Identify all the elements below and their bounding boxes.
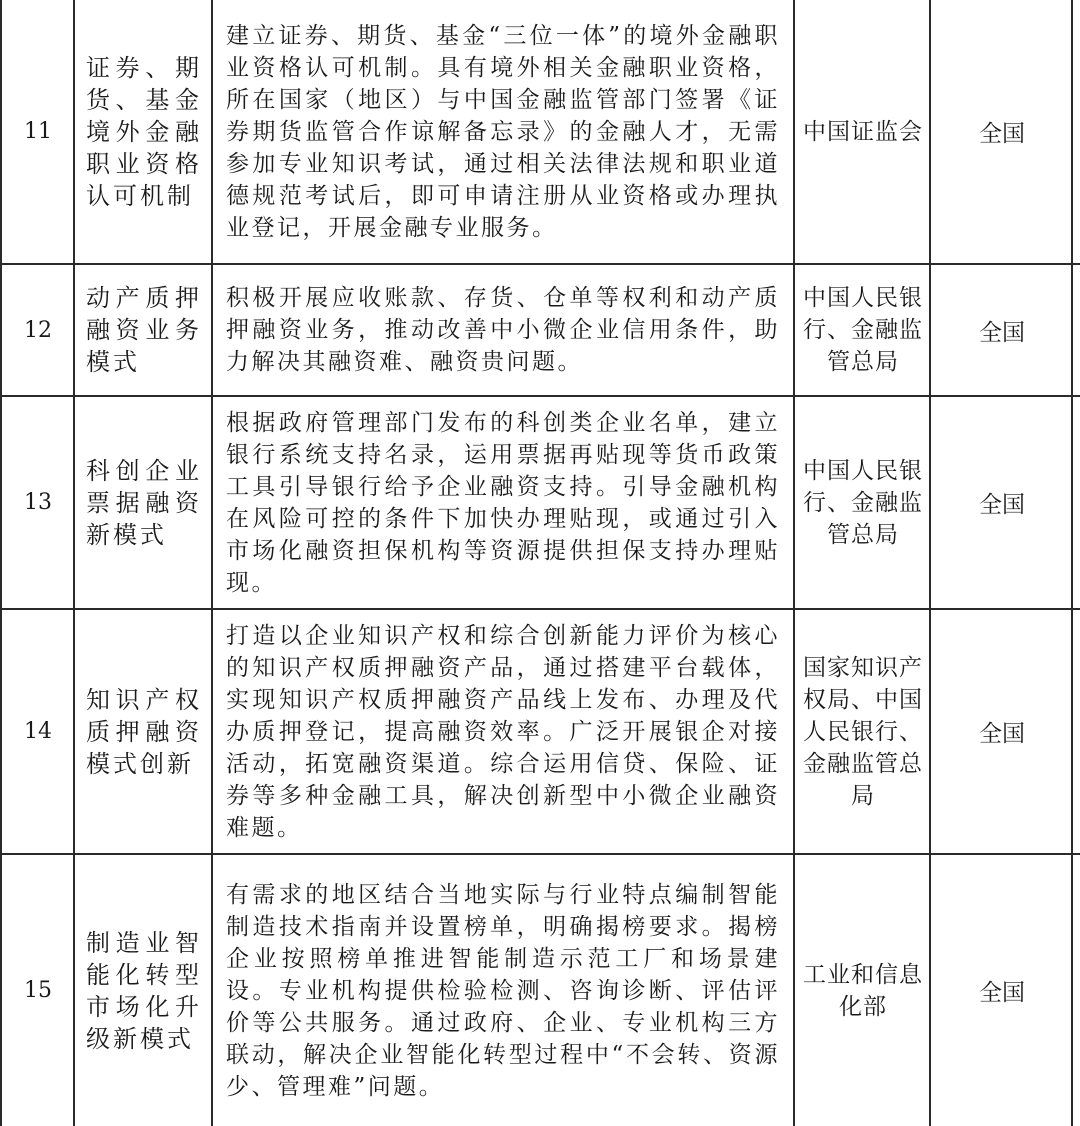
responsible-department: 工业和信息化部 bbox=[803, 961, 923, 1020]
row-number: 12 bbox=[24, 317, 52, 343]
item-name: 制造业智能化转型市场化升级新模式 bbox=[86, 928, 202, 1053]
applicable-scope: 全国 bbox=[979, 980, 1025, 1006]
responsible-department: 国家知识产权局、中国人民银行、金融监管总局 bbox=[803, 654, 923, 809]
applicable-scope: 全国 bbox=[979, 319, 1025, 346]
item-description: 积极开展应收账款、存货、仓单等权利和动产质押融资业务，推动改善中小微企业信用条件，助力解决其融资难、融资贵问题。 bbox=[226, 285, 780, 375]
row-number: 13 bbox=[24, 490, 52, 515]
table-row bbox=[0, 610, 1080, 853]
table-row bbox=[0, 0, 1080, 263]
applicable-scope: 全国 bbox=[979, 492, 1025, 518]
table-row bbox=[0, 397, 1080, 608]
item-name: 科创企业票据融资新模式 bbox=[86, 456, 202, 549]
item-description: 根据政府管理部门发布的科创类企业名单，建立银行系统支持名录，运用票据再贴现等货币政策工具引导银行给予企业融资支持。引导金融机构在风险可控的条件下加快办理贴现，或通过引入市场化融资担保机构等资源提供担保支持办理贴现。 bbox=[226, 409, 780, 596]
item-description: 打造以企业知识产权和综合创新能力评价为核心的知识产权质押融资产品，通过搭建平台载体，实现知识产权质押融资产品线上发布、办理及代办质押登记，提高融资效率。广泛开展银企对接活动，拓宽融资渠道。综合运用信贷、保险、证券等多种金融工具，解决创新型中小微企业融资难题。 bbox=[226, 622, 780, 841]
item-description: 有需求的地区结合当地实际与行业特点编制智能制造技术指南并设置榜单，明确揭榜要求。揭榜企业按照榜单推进智能制造示范工厂和场景建设。专业机构提供检验检测、咨询诊断、评估评价等公共服务。通过政府、企业、专业机构三方联动，解决企业智能化转型过程中“不会转、资源少、管理难”问题。 bbox=[226, 881, 780, 1100]
item-name: 知识产权质押融资模式创新 bbox=[86, 685, 202, 778]
row-number: 11 bbox=[24, 119, 52, 144]
item-name: 动产质押融资业务模式 bbox=[86, 284, 202, 376]
responsible-department: 中国人民银行、金融监管总局 bbox=[803, 285, 923, 375]
row-number: 15 bbox=[24, 978, 52, 1003]
item-name: 证券、期货、基金境外金融职业资格认可机制 bbox=[86, 53, 202, 210]
applicable-scope: 全国 bbox=[979, 721, 1025, 747]
applicable-scope: 全国 bbox=[979, 121, 1025, 147]
row-number: 14 bbox=[24, 719, 52, 744]
responsible-department: 中国人民银行、金融监管总局 bbox=[803, 457, 923, 548]
table-row bbox=[0, 265, 1080, 395]
item-description: 建立证券、期货、基金“三位一体”的境外金融职业资格认可机制。具有境外相关金融职业资格，所在国家（地区）与中国金融监管部门签署《证券期货监管合作谅解备忘录》的金融人才，无需参加专业知识考试，通过相关法律法规和职业道德规范考试后，即可申请注册从业资格或办理执业登记，开展金融专业服务。 bbox=[226, 22, 780, 241]
table-row bbox=[0, 855, 1080, 1126]
responsible-department: 中国证监会 bbox=[803, 118, 923, 145]
